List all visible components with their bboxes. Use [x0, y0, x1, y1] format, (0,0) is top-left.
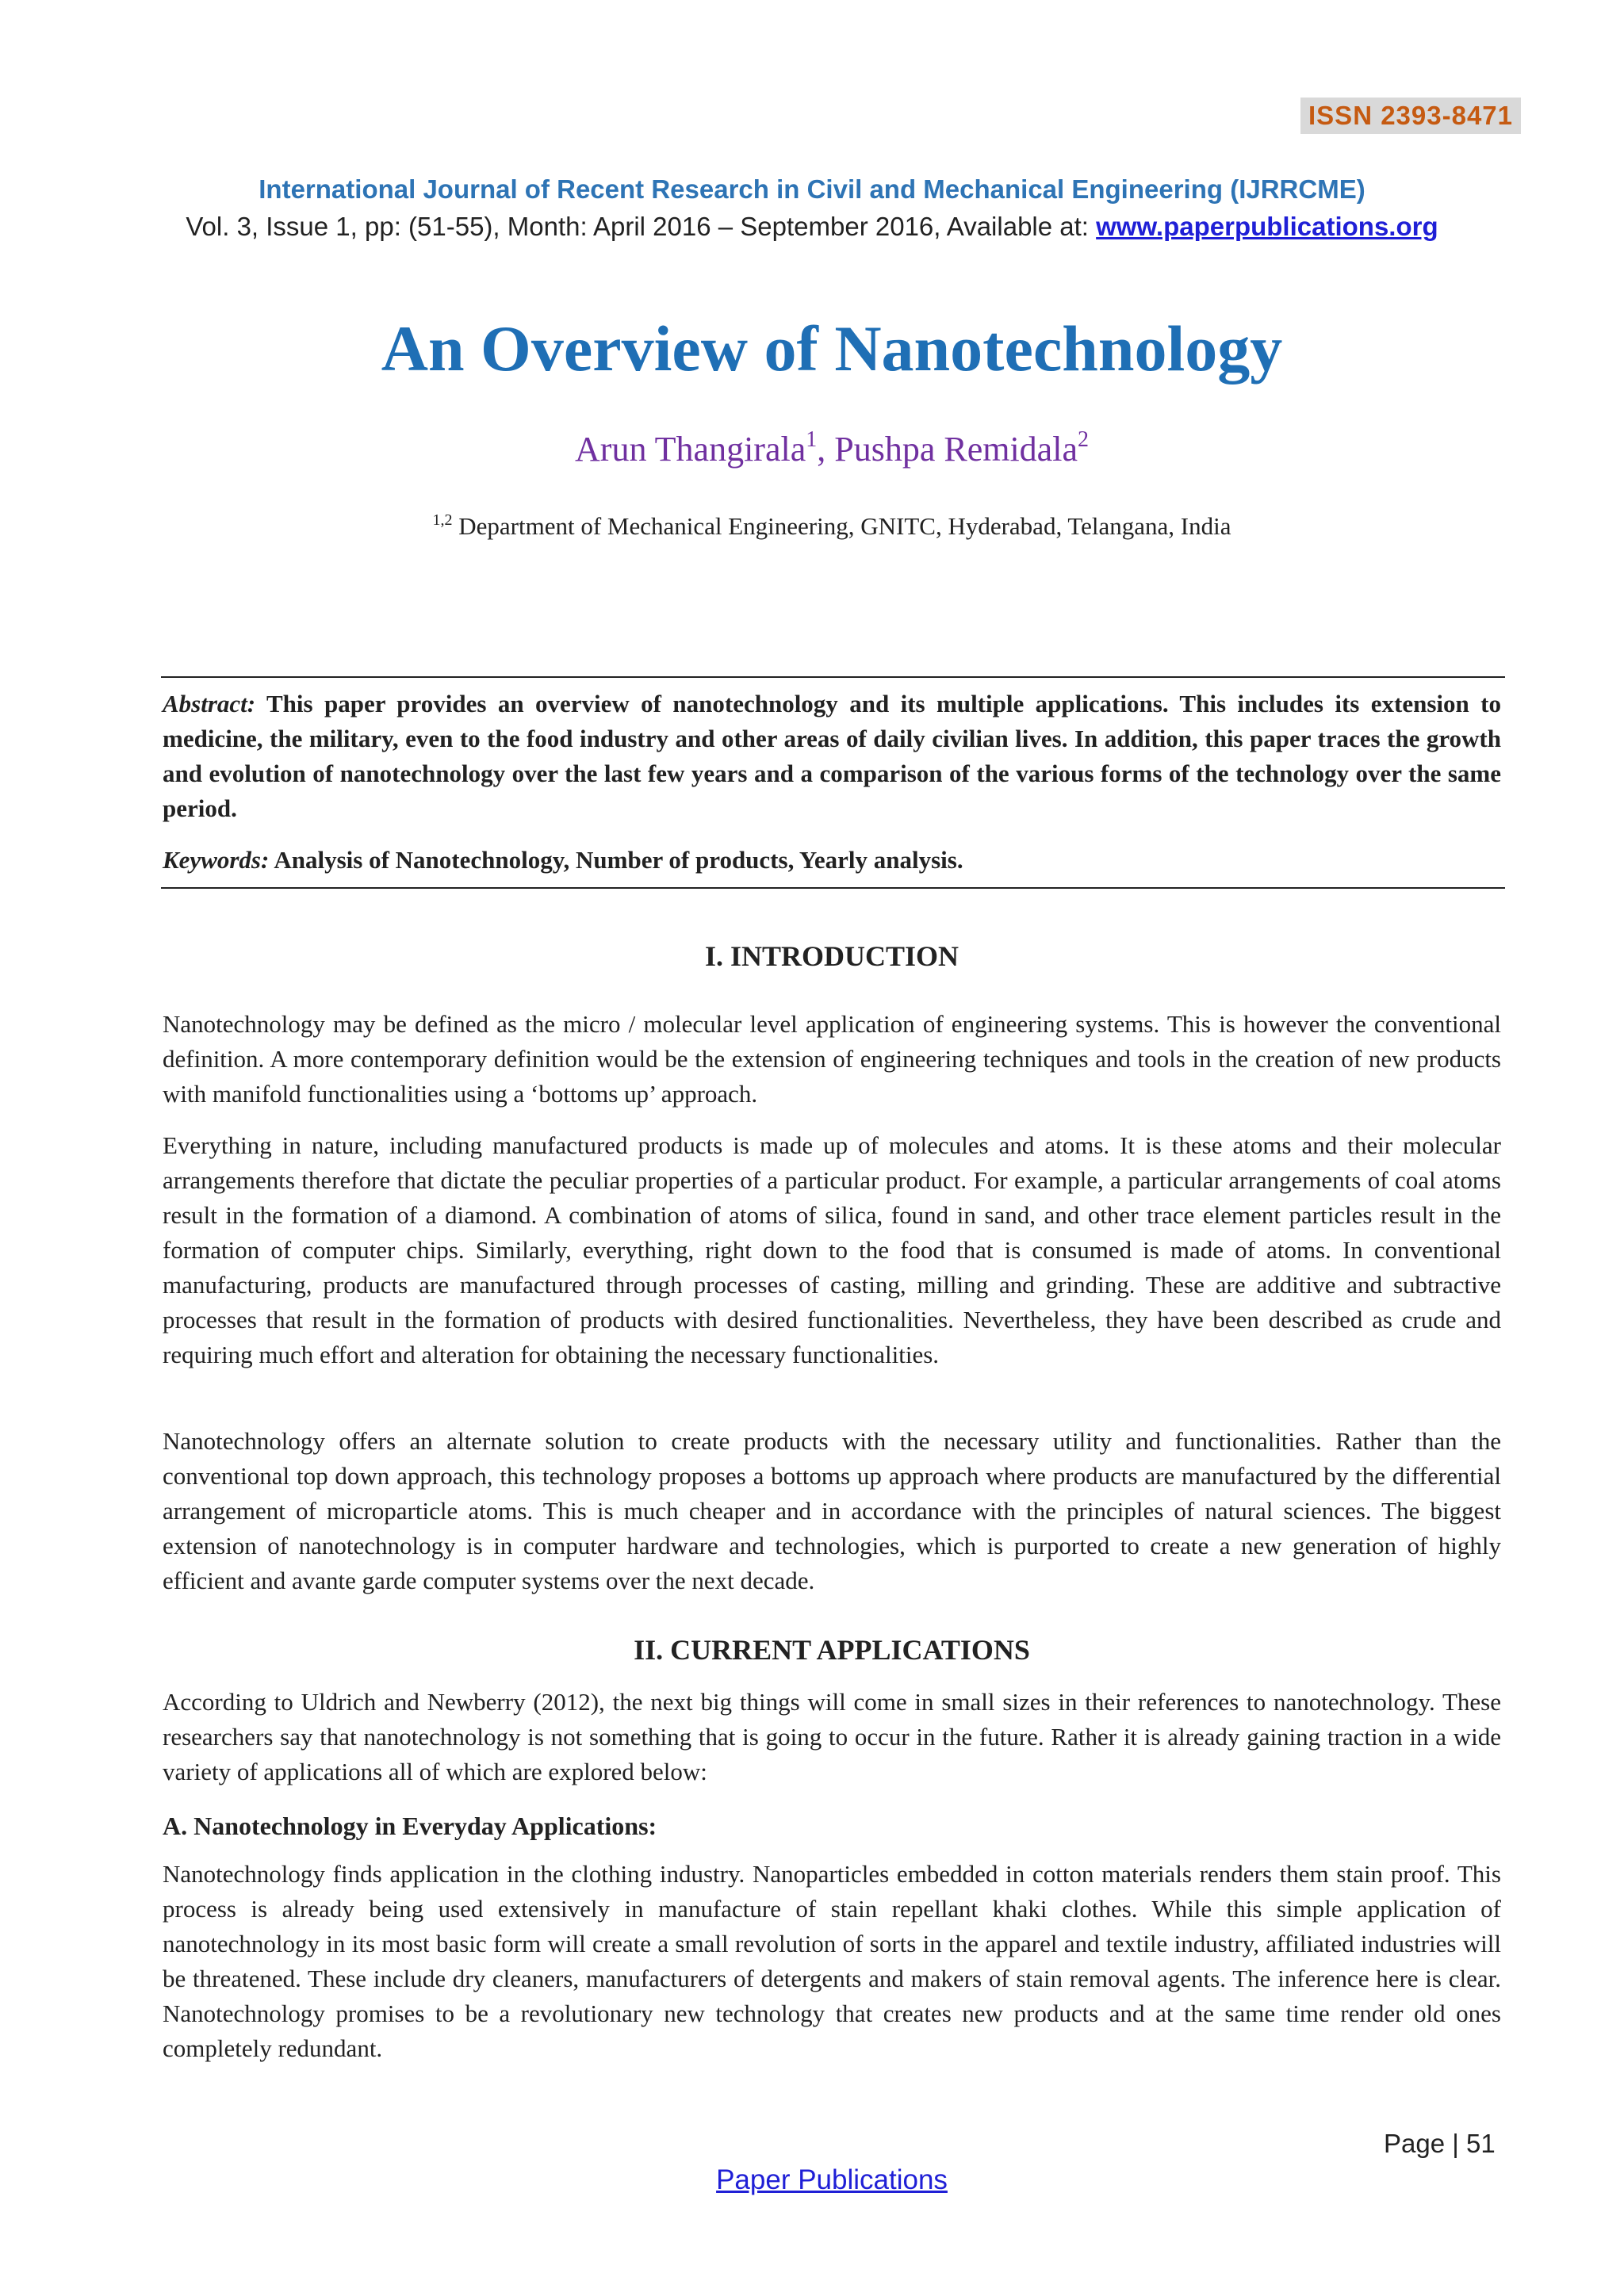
abstract	[163, 687, 1501, 826]
applications-paragraph-1: According to Uldrich and Newberry (2012), the next big things will come in small sizes in their references to nanotechnology. These researchers say that nanotechnology is not something that is going to occur in the future. Rather it is already gaining traction in a wide variety of applications all of which are explored below:	[163, 1688, 1501, 1785]
affiliation-text: Department of Mechanical Engineering, GNITC, Hyderabad, Telangana, India	[452, 512, 1231, 540]
intro-paragraph-2: Everything in nature, including manufactured products is made up of molecules and atoms. It is these atoms and their molecular arrangements therefore that dictate the peculiar properties of a particular product. For example, a particular arrangements of coal atoms result in the formation of a diamond. A combination of atoms of silica, found in sand, and other trace element particles result in the formation of computer chips. Similarly, everything, right down to the food that is consumed is made of atoms. In conventional manufacturing, products are manufactured through processes of casting, milling and grinding. These are additive and subtractive processes that result in the formation of products with desired functionalities. Nevertheless, they have been described as crude and requiring much effort and alteration for obtaining the necessary functionalities.	[163, 1131, 1501, 1368]
publisher-link[interactable]: Paper Publications	[716, 2164, 948, 2195]
abstract-text: This paper provides an overview of nanotechnology and its multiple applications. This includes its extension to medicine, the military, even to the food industry and other areas of daily civilian lives. In addition, this paper traces the growth and evolution of nanotechnology over the last few years and a comparison of the various forms of the technology over the same period.	[163, 690, 1501, 822]
keywords-label: Keywords:	[163, 846, 270, 874]
paper-title: An Overview of Nanotechnology	[381, 312, 1283, 385]
journal-name: International Journal of Recent Research in Civil and Mechanical Engineering (IJRRCME)	[259, 174, 1365, 204]
author-1: Arun Thangirala	[575, 430, 806, 469]
abstract-top-rule	[161, 676, 1505, 678]
author-2: Pushpa Remidala	[834, 430, 1078, 469]
page-number: Page | 51	[1384, 2129, 1496, 2158]
subsection-heading-everyday: A. Nanotechnology in Everyday Applications:	[163, 1812, 657, 1840]
publisher-footer	[0, 2162, 1624, 2198]
volume-details: Vol. 3, Issue 1, pp: (51-55), Month: April 2016 – September 2016, Available at:	[186, 212, 1097, 241]
section-heading-applications: II. CURRENT APPLICATIONS	[634, 1634, 1030, 1666]
author-separator: ,	[817, 430, 835, 469]
website-link[interactable]: www.paperpublications.org	[1096, 212, 1438, 241]
section-heading-introduction: I. INTRODUCTION	[704, 940, 959, 972]
abstract-label: Abstract:	[163, 690, 256, 718]
volume-info	[0, 209, 1624, 245]
affiliation	[0, 509, 1624, 544]
author-1-affiliation-mark: 1	[806, 427, 818, 452]
affiliation-marks: 1,2	[432, 511, 453, 529]
abstract-bottom-rule	[161, 887, 1505, 889]
author-2-affiliation-mark: 2	[1077, 427, 1089, 452]
intro-paragraph-1: Nanotechnology may be defined as the micro / molecular level application of engineering systems. This is however the conventional definition. A more contemporary definition would be the extension of engineering techniques and tools in the creation of new products with manifold functionalities using a ‘bottoms up’ approach.	[163, 1010, 1501, 1108]
keywords-text: Analysis of Nanotechnology, Number of products, Yearly analysis.	[269, 846, 963, 874]
issn-badge: ISSN 2393-8471	[1300, 98, 1521, 134]
intro-paragraph-3: Nanotechnology offers an alternate solution to create products with the necessary utility and functionalities. Rather than the conventional top down approach, this technology proposes a bottoms up approach where products are manufactured by the differential arrangement of microparticle atoms. This is much cheaper and in accordance with the principles of natural sciences. The biggest extension of nanotechnology is in computer hardware and technologies, which is purported to create a new generation of highly efficient and avante garde computer systems over the next decade.	[163, 1427, 1501, 1594]
keywords	[163, 843, 1501, 878]
applications-paragraph-2: Nanotechnology finds application in the clothing industry. Nanoparticles embedded in cotton materials renders them stain proof. This process is already being used extensively in manufacture of stain repellant khaki clothes. While this simple application of nanotechnology in its most basic form will create a small revolution of sorts in the apparel and textile industry, affiliated industries will be threatened. These include dry cleaners, manufacturers of detergents and makers of stain removal agents. The inference here is clear. Nanotechnology promises to be a revolutionary new technology that creates new products and at the same time render old ones completely redundant.	[163, 1860, 1501, 2062]
author-list	[0, 426, 1624, 473]
